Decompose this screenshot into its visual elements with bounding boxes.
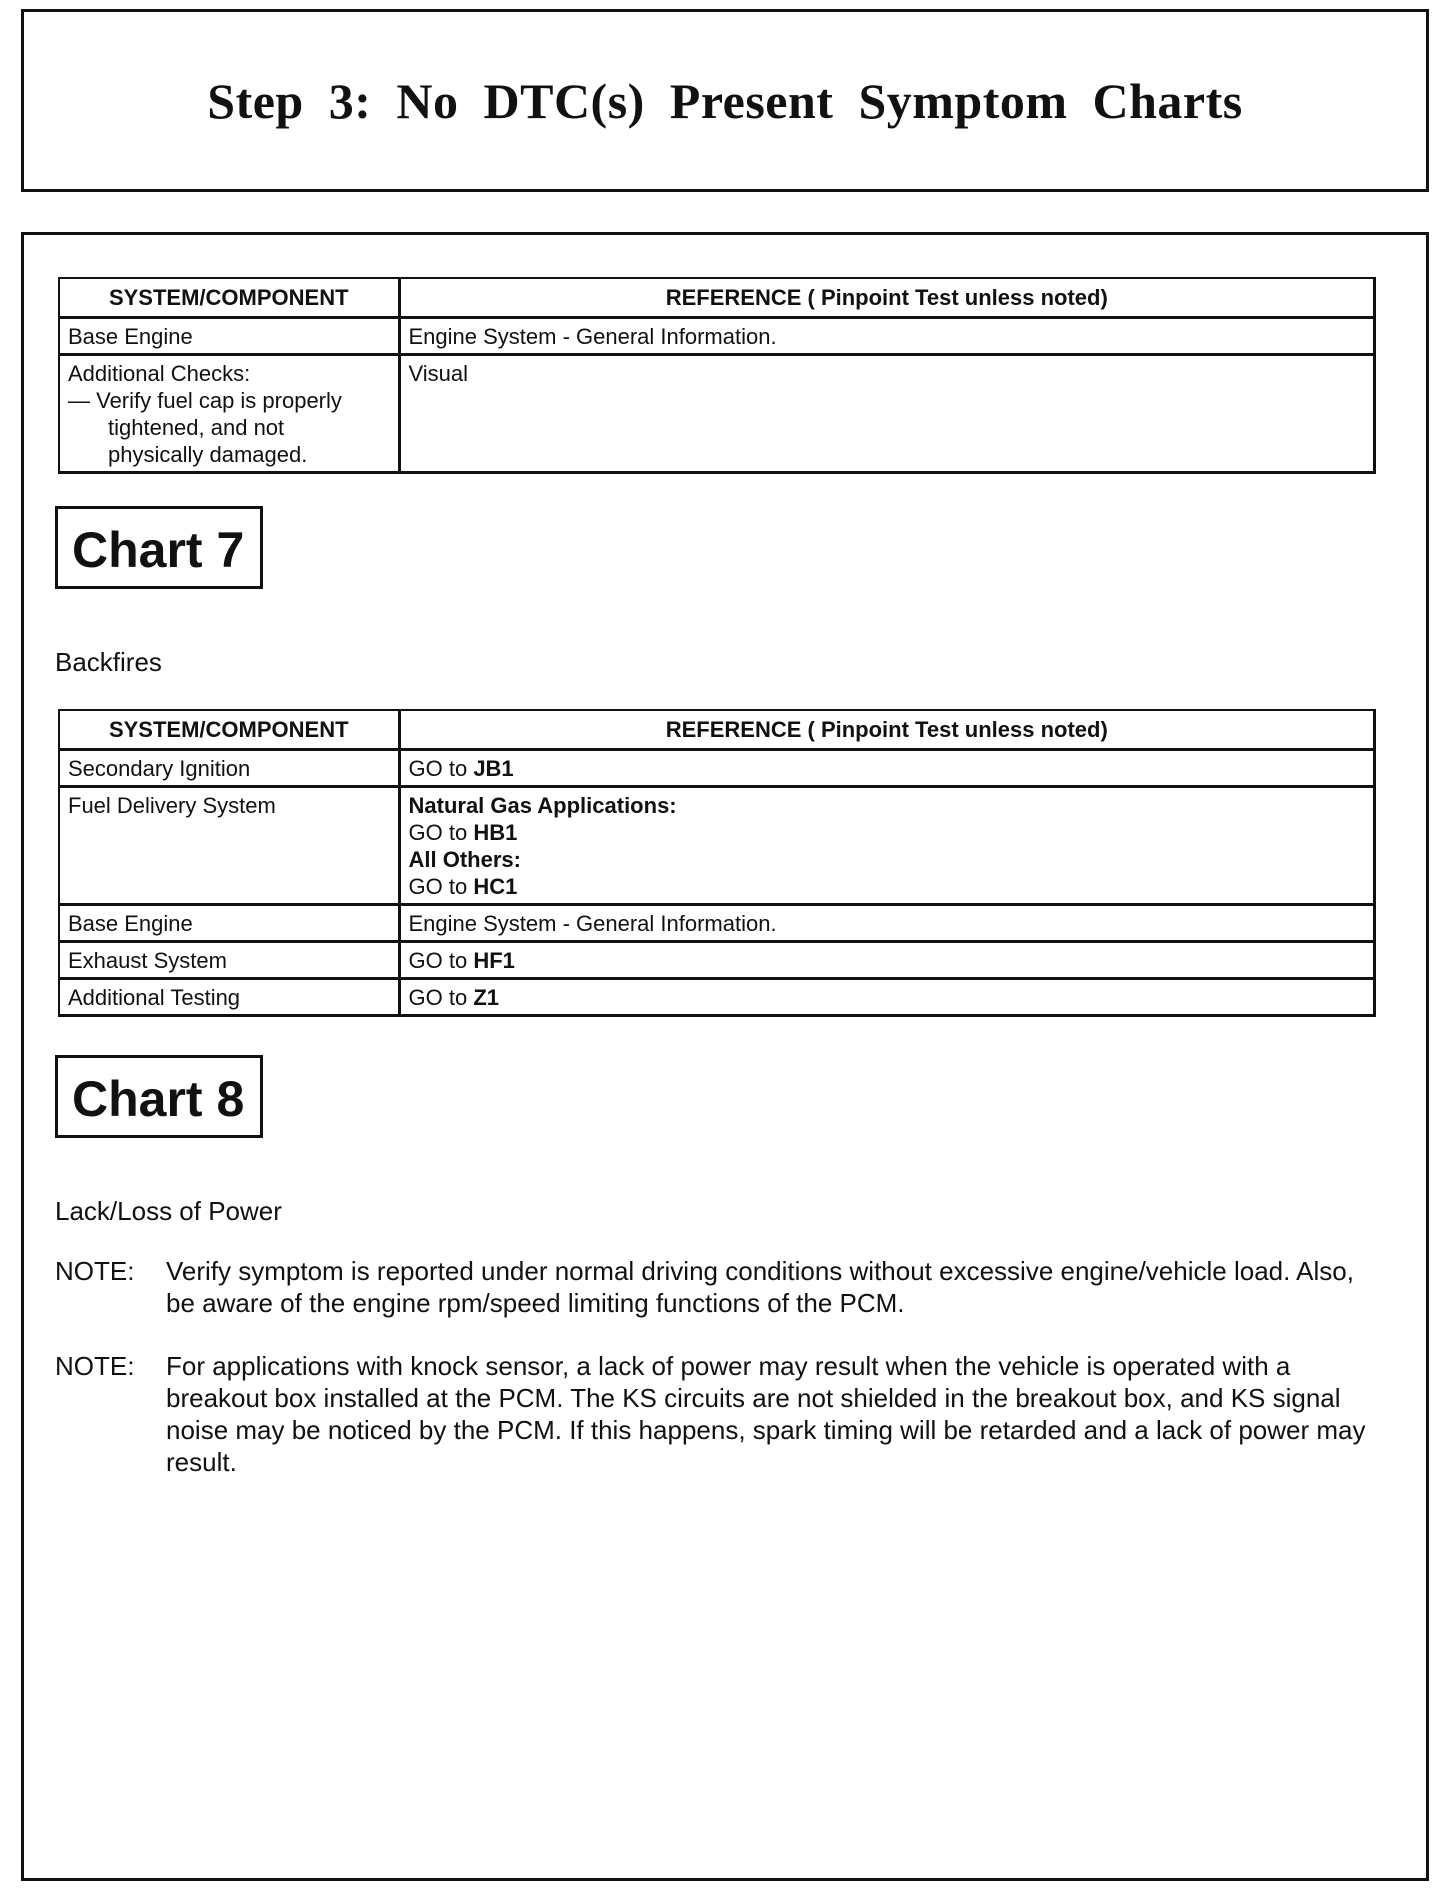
backfires-table: [58, 709, 1376, 1017]
note-block: [55, 1350, 1375, 1478]
main-content-box: [21, 232, 1429, 1881]
column-header-reference: REFERENCE ( Pinpoint Test unless noted): [399, 278, 1375, 317]
test-code: JB1: [473, 755, 514, 781]
go-to-text: GO to: [408, 819, 468, 845]
go-to-text: GO to: [408, 947, 468, 973]
base-engine-table: [58, 277, 1376, 474]
table-row: [59, 786, 1375, 904]
check-item-line: — Verify fuel cap is properly: [68, 387, 342, 413]
additional-checks-title: Additional Checks:: [68, 360, 251, 386]
check-item-line: tightened, and not: [108, 414, 285, 440]
component-cell: Exhaust System: [59, 941, 399, 978]
note-block: [55, 1255, 1375, 1319]
go-to-line: [409, 819, 1366, 846]
reference-cell: [399, 941, 1375, 978]
go-to-text: GO to: [408, 873, 468, 899]
note-label: NOTE:: [55, 1256, 135, 1286]
reference-cell: Engine System - General Information.: [399, 904, 1375, 941]
test-code: HC1: [473, 873, 518, 899]
chart-7-label: Chart 7: [55, 506, 263, 589]
component-cell: Fuel Delivery System: [59, 786, 399, 904]
application-subheading: Natural Gas Applications:: [408, 792, 677, 818]
table-row: [59, 941, 1375, 978]
table-row: [59, 749, 1375, 786]
table-header-row: [59, 278, 1375, 317]
component-cell: Base Engine: [59, 904, 399, 941]
reference-cell: [399, 786, 1375, 904]
chart-7-symptom: Backfires: [55, 647, 162, 677]
table-row: [59, 354, 1375, 472]
reference-cell: Engine System - General Information.: [399, 317, 1375, 354]
go-to-text: GO to: [408, 984, 468, 1010]
table-row: [59, 317, 1375, 354]
test-code: Z1: [473, 984, 499, 1010]
reference-cell: [399, 978, 1375, 1015]
note-text: Verify symptom is reported under normal driving conditions without excessive engine/vehicle load. Also, be aware of the engine rpm/speed limiting functions of the PCM.: [166, 1256, 1354, 1318]
application-subheading: All Others:: [408, 846, 521, 872]
component-cell: [59, 354, 399, 472]
table-row: [59, 904, 1375, 941]
reference-cell: [399, 749, 1375, 786]
column-header-system-component: SYSTEM/COMPONENT: [59, 710, 399, 749]
check-item-line: physically damaged.: [108, 441, 308, 467]
go-to-line: [409, 873, 1366, 900]
column-header-reference: REFERENCE ( Pinpoint Test unless noted): [399, 710, 1375, 749]
component-cell: Base Engine: [59, 317, 399, 354]
test-code: HB1: [473, 819, 518, 845]
page-title: Step 3: No DTC(s) Present Symptom Charts: [207, 72, 1243, 129]
test-code: HF1: [473, 947, 515, 973]
note-label: NOTE:: [55, 1351, 135, 1381]
chart-8-symptom: Lack/Loss of Power: [55, 1196, 282, 1226]
title-box: [21, 9, 1429, 192]
column-header-system-component: SYSTEM/COMPONENT: [59, 278, 399, 317]
reference-cell: Visual: [399, 354, 1375, 472]
chart-8-label: Chart 8: [55, 1055, 263, 1138]
go-to-text: GO to: [408, 755, 468, 781]
component-cell: Additional Testing: [59, 978, 399, 1015]
table-header-row: [59, 710, 1375, 749]
component-cell: Secondary Ignition: [59, 749, 399, 786]
table-row: [59, 978, 1375, 1015]
note-text: For applications with knock sensor, a lack of power may result when the vehicle is operated with a breakout box installed at the PCM. The KS circuits are not shielded in the breakout box, and KS signal noise may be noticed by the PCM. If this happens, spark timing will be retarded and a lack of power may result.: [166, 1351, 1366, 1477]
